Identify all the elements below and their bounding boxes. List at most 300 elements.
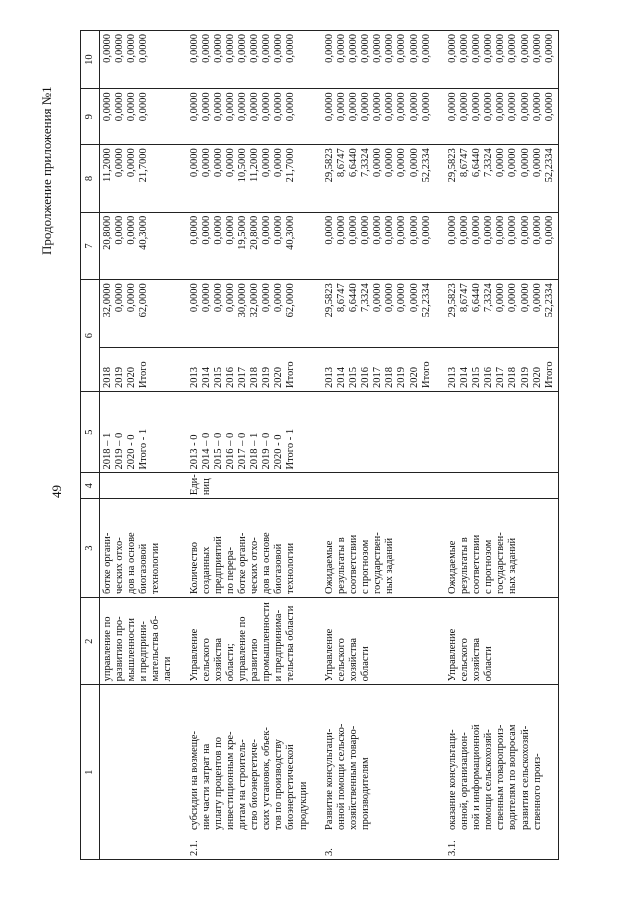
cell-line: 2018 [507,366,519,388]
cell-line: 2019 [396,366,408,388]
cell-line: 2017 [372,366,384,388]
cell-line: Количество [188,542,200,595]
cell-local [187,89,312,145]
cell-line: и предпринима- [273,609,285,682]
cell-line: 6,6440 [348,148,360,178]
cell-unit [445,473,558,499]
cell-line: 7,3324 [483,148,495,178]
header-col-8: 8 [81,145,100,213]
cell-line: 0,0000 [396,215,408,245]
header-col-10: 10 [81,31,100,89]
cell-line: 2020 - 0 [126,434,138,470]
cell-line: 0,0000 [408,283,420,313]
cell-line: хозяйства [348,637,360,682]
cell-line: биогазовой [138,543,150,595]
cell-line: 52,2334 [543,283,555,318]
cell-line: 0,0000 [285,92,297,122]
cell-unit [100,473,177,499]
cell-line: Итого [420,361,432,388]
cell-line: сельского [201,638,212,682]
cell-line: 0,0000 [225,92,237,122]
cell-line: области; [225,643,237,682]
cell-line: 8,6747 [459,283,471,313]
cell-regional [187,145,312,213]
cell-line: 21,7000 [285,148,297,183]
cell-line: Управление [447,628,459,682]
cell-line: 0,0000 [188,92,200,122]
row-number: 2.1. [188,840,200,856]
cell-line: 0,0000 [324,215,336,245]
cell-line: 0,0000 [372,92,384,122]
cell-line: 0,0000 [261,92,273,122]
cell-line: 0,0000 [396,92,408,122]
cell-line: 2019 [519,366,531,388]
cell-other [187,31,312,89]
cell-line: онной, организацион- [459,732,471,830]
cell-line: 32,0000 [102,283,114,318]
cell-federal [445,212,558,280]
cell-line: 0,0000 [447,92,459,122]
cell-line: хозяйства [471,637,483,682]
cell-line: ство биоэнергетиче- [249,739,261,830]
cell-line: 8,6747 [336,283,348,313]
cell-indicator [322,499,435,598]
cell-plan [187,391,312,473]
cell-line: 21,7000 [138,148,150,183]
cell-line: 0,0000 [114,215,126,245]
cell-indicator [187,499,312,598]
cell-line: 0,0000 [447,34,459,63]
cell-line: 0,0000 [285,34,297,63]
cell-line: развитию [249,638,261,682]
cell-line: 0,0000 [348,92,360,122]
cell-line: мышленности [126,618,138,682]
cell-line: 0,0000 [507,92,519,122]
header-col-1: 1 [81,685,100,860]
header-col-3: 3 [81,499,100,598]
table-row [445,31,558,860]
cell-line: Итого - 1 [138,428,150,470]
cell-line: 0,0000 [471,215,483,245]
cell-line: 2019 – 0 [114,432,126,470]
cell-line: 0,0000 [114,92,126,122]
cell-local [445,89,558,145]
cell-line: 19,5000 [237,215,249,250]
cell-line: 2019 [261,366,273,388]
cell-line: 2014 [201,366,212,388]
cell-line: ных заданий [507,537,519,595]
row-name-lines [189,727,310,830]
cell-line: 0,0000 [531,283,543,313]
cell-line: водителям по вопросам [507,724,519,830]
cell-line: 0,0000 [447,215,459,245]
cell-line: 0,0000 [420,34,432,63]
cell-indicator [445,499,558,598]
cell-line: 0,0000 [225,148,237,178]
cell-line: 0,0000 [225,215,237,245]
cell-line: Итого [285,361,297,388]
cell-line: 52,2334 [420,283,432,318]
cell-line: 0,0000 [372,215,384,245]
cell-line: 10,5000 [237,148,249,183]
cell-line: 7,3324 [360,148,372,178]
cell-line: 20,8000 [102,215,114,250]
cell-total [187,280,312,348]
cell-line: 0,0000 [213,92,225,122]
cell-total [445,280,558,348]
header-col-2: 2 [81,598,100,685]
program-table [80,30,559,860]
cell-line: 0,0000 [213,215,225,245]
cell-line: технологии [285,542,297,595]
cell-line: 0,0000 [273,215,285,245]
header-col-7: 7 [81,212,100,280]
row-name-lines [324,724,372,830]
cell-line: Итого [543,361,555,388]
cell-line: 2018 [249,366,261,388]
cell-line: 62,0000 [285,283,297,318]
cell-line: Ожидаемые [447,540,459,595]
cell-line: ственным товаропроиз- [495,724,507,830]
cell-local [322,89,435,145]
cell-line: 0,0000 [201,92,212,122]
cell-line: 2018 – 1 [102,432,114,470]
cell-name [100,685,177,860]
cell-years [322,347,435,391]
cell-line: 0,0000 [273,92,285,122]
cell-line: 0,0000 [336,34,348,63]
cell-line: дитам на строитель- [237,739,249,830]
cell-line: 2016 [225,366,237,388]
cell-line: 0,0000 [531,148,543,178]
header-col-9: 9 [81,89,100,145]
cell-line: 0,0000 [336,215,348,245]
table-row [187,31,312,860]
cell-line: промышленности [261,602,273,682]
cell-line: по перера- [225,546,237,595]
cell-line: 0,0000 [420,215,432,245]
cell-line: 2017 [495,366,507,388]
cell-local [100,89,177,145]
cell-line: 0,0000 [114,34,126,63]
cell-line: 0,0000 [360,92,372,122]
header-col-6: 6 [81,280,100,392]
cell-line: 0,0000 [188,34,200,63]
cell-line: 0,0000 [507,148,519,178]
cell-line: 0,0000 [201,215,212,245]
cell-line: 0,0000 [531,215,543,245]
cell-line: производителям [360,757,372,830]
cell-executor [100,598,177,685]
cell-line: 0,0000 [225,34,237,63]
cell-line: хозяйственным товаро- [348,725,360,830]
cell-line: 62,0000 [138,283,150,318]
cell-line: ласти [162,656,174,682]
cell-line: 0,0000 [384,283,396,313]
cell-plan [322,391,435,473]
continuation-title: Продолжение приложения №1 [39,86,54,255]
cell-line: 29,5823 [324,283,336,318]
cell-line: 0,0000 [102,34,114,63]
cell-line: ной и информационной [471,724,483,830]
cell-line: тельства области [285,605,297,682]
cell-line: 0,0000 [408,34,420,63]
cell-line: 29,5823 [447,148,459,183]
cell-line: технологии [150,542,162,595]
cell-line: 0,0000 [372,34,384,63]
cell-line: 0,0000 [201,148,212,178]
cell-line: 0,0000 [408,92,420,122]
cell-line: 0,0000 [126,215,138,245]
cell-name [445,685,558,860]
cell-total [100,280,177,348]
cell-line: сельского [336,638,348,682]
cell-line: Итого - 1 [285,428,297,470]
cell-line: 0,0000 [138,34,150,63]
cell-line: 7,3324 [360,283,372,313]
cell-line: ниц [201,478,212,496]
cell-line: 2020 - 0 [273,434,285,470]
cell-line: 0,0000 [114,148,126,178]
cell-line: соответствии [348,534,360,595]
cell-line: 0,0000 [471,92,483,122]
cell-line: 0,0000 [396,283,408,313]
cell-executor [445,598,558,685]
cell-line: 0,0000 [324,92,336,122]
cell-line: 0,0000 [213,34,225,63]
cell-line: 0,0000 [543,92,555,122]
cell-line: 0,0000 [384,92,396,122]
cell-line: области [483,646,495,682]
cell-other [100,31,177,89]
cell-line: ботке органи- [102,532,114,595]
cell-line: и предприни- [138,621,150,682]
cell-line: 0,0000 [384,34,396,63]
cell-line: 0,0000 [237,34,249,63]
cell-line: 2017 – 0 [237,432,249,470]
cell-line: 0,0000 [384,215,396,245]
cell-line: 2015 – 0 [213,432,225,470]
cell-line: Развитие консультаци- [324,728,336,830]
cell-line: с прогнозом [483,539,495,595]
cell-line: 2013 [188,366,200,388]
header-col-4: 4 [81,473,100,499]
cell-line: 2016 [483,366,495,388]
cell-line: 0,0000 [126,92,138,122]
cell-line: 0,0000 [495,92,507,122]
cell-line: 0,0000 [249,92,261,122]
cell-line: дов на основе [261,532,273,595]
cell-line: 2020 [408,366,420,388]
cell-line: 0,0000 [408,215,420,245]
cell-line: 30,0000 [237,283,249,318]
cell-line: 52,2334 [420,148,432,183]
cell-line: 0,0000 [261,283,273,313]
cell-line: 11,2000 [249,148,261,182]
cell-line: ческих отхо- [114,537,126,595]
cell-line: 2018 [384,366,396,388]
cell-line: оказание консультаци- [447,729,459,830]
cell-line: 0,0000 [213,283,225,313]
cell-line: 8,6747 [459,148,471,178]
row-number: 3.1. [447,840,459,856]
cell-line: 0,0000 [324,34,336,63]
cell-years [187,347,312,391]
cell-line: инвестиционным кре- [225,731,237,830]
cell-line: 20,8000 [249,215,261,250]
cell-line: 0,0000 [507,215,519,245]
cell-line: ние части затрат на [201,743,212,830]
cell-line: предприятий [213,536,225,595]
cell-line: 0,0000 [459,215,471,245]
cell-line: 0,0000 [396,34,408,63]
cell-line: 29,5823 [324,148,336,183]
header-row [81,31,100,860]
cell-line: продукции [297,781,309,830]
cell-executor [187,598,312,685]
cell-line: ческих отхо- [249,537,261,595]
cell-line: сельского [459,638,471,682]
cell-line: онной помощи сельско- [336,723,348,830]
cell-line: с прогнозом [360,539,372,595]
cell-years [100,347,177,391]
cell-line: 2019 [114,366,126,388]
cell-line: 0,0000 [531,92,543,122]
cell-line: ственного произ- [531,753,543,830]
cell-line: 2015 [471,366,483,388]
cell-line: 0,0000 [114,283,126,313]
cell-line: 0,0000 [188,283,200,313]
cell-line: 2013 [324,366,336,388]
cell-line: 0,0000 [519,92,531,122]
cell-line: 0,0000 [519,34,531,63]
cell-line: 0,0000 [102,92,114,122]
cell-line: 2015 [213,366,225,388]
cell-unit [187,473,312,499]
cell-plan [445,391,558,473]
cell-line: результаты в [459,537,471,595]
cell-line: 2014 – 0 [201,432,212,470]
cell-line: 0,0000 [261,34,273,63]
cell-line: 6,6440 [348,283,360,313]
cell-line: 0,0000 [273,283,285,313]
cell-line: ных заданий [384,537,396,595]
cell-line: 0,0000 [483,34,495,63]
cell-line: 2014 [459,366,471,388]
cell-federal [187,212,312,280]
cell-line: Ожидаемые [324,540,336,595]
cell-line: 0,0000 [273,148,285,178]
cell-executor [322,598,435,685]
cell-line: 0,0000 [396,148,408,178]
cell-line: 2018 – 1 [249,432,261,470]
cell-line: государствен- [495,532,507,595]
cell-line: хозяйства [213,637,225,682]
cell-line: государствен- [372,532,384,595]
cell-line: тов по производству [273,739,285,830]
cell-line: 0,0000 [543,34,555,63]
cell-federal [100,212,177,280]
cell-line: 0,0000 [483,92,495,122]
cell-line: 0,0000 [495,148,507,178]
cell-line: 32,0000 [249,283,261,318]
cell-line: 0,0000 [507,34,519,63]
cell-regional [100,145,177,213]
cell-line: 6,6440 [471,283,483,313]
header-col-5: 5 [81,391,100,473]
cell-line: развитию про- [114,616,126,682]
cell-other [445,31,558,89]
cell-line: 0,0000 [261,215,273,245]
table-row [322,31,435,860]
cell-line: 29,5823 [447,283,459,318]
cell-line: 0,0000 [495,283,507,313]
cell-line: уплату процентов по [213,737,225,830]
cell-line: 0,0000 [384,148,396,178]
cell-line: 0,0000 [519,148,531,178]
cell-line: 7,3324 [483,283,495,313]
table-row [100,31,177,860]
cell-years [445,347,558,391]
cell-line: 8,6747 [336,148,348,178]
cell-line: 0,0000 [126,148,138,178]
row-number: 3. [324,848,336,856]
cell-line: 0,0000 [519,283,531,313]
cell-line: 0,0000 [543,215,555,245]
cell-line: 0,0000 [126,283,138,313]
cell-line: управление по [237,616,249,682]
cell-line: 0,0000 [201,34,212,63]
cell-line: 0,0000 [495,34,507,63]
cell-line: соответствии [471,534,483,595]
cell-line: 0,0000 [225,283,237,313]
cell-line: 0,0000 [126,34,138,63]
cell-line: 0,0000 [213,148,225,178]
cell-line: 0,0000 [360,215,372,245]
cell-line: 52,2334 [543,148,555,183]
rotated-table-stage [80,30,640,860]
cell-total [322,280,435,348]
cell-line: Еди- [188,474,200,496]
cell-line: 0,0000 [519,215,531,245]
cell-line: 0,0000 [420,92,432,122]
cell-line: дов на основе [126,532,138,595]
row-name-lines [447,724,544,830]
cell-line: 0,0000 [483,215,495,245]
cell-line: 6,6440 [471,148,483,178]
cell-line: 40,3000 [138,215,150,250]
cell-name [187,685,312,860]
cell-line: 2017 [237,366,249,388]
cell-line: ботке органи- [237,532,249,595]
cell-line: ских установок, объек- [261,727,273,830]
cell-line: 40,3000 [285,215,297,250]
cell-line: 0,0000 [408,148,420,178]
cell-line: 0,0000 [372,283,384,313]
cell-line: 0,0000 [188,148,200,178]
cell-line: 0,0000 [372,148,384,178]
cell-line: 2018 [102,366,114,388]
cell-line: 0,0000 [261,148,273,178]
cell-line: 0,0000 [507,283,519,313]
cell-line: 2014 [336,366,348,388]
cell-line: 0,0000 [531,34,543,63]
cell-regional [322,145,435,213]
cell-line: 2020 [273,366,285,388]
cell-line: 0,0000 [348,215,360,245]
cell-line: Управление [188,628,200,682]
cell-line: 2016 – 0 [225,432,237,470]
